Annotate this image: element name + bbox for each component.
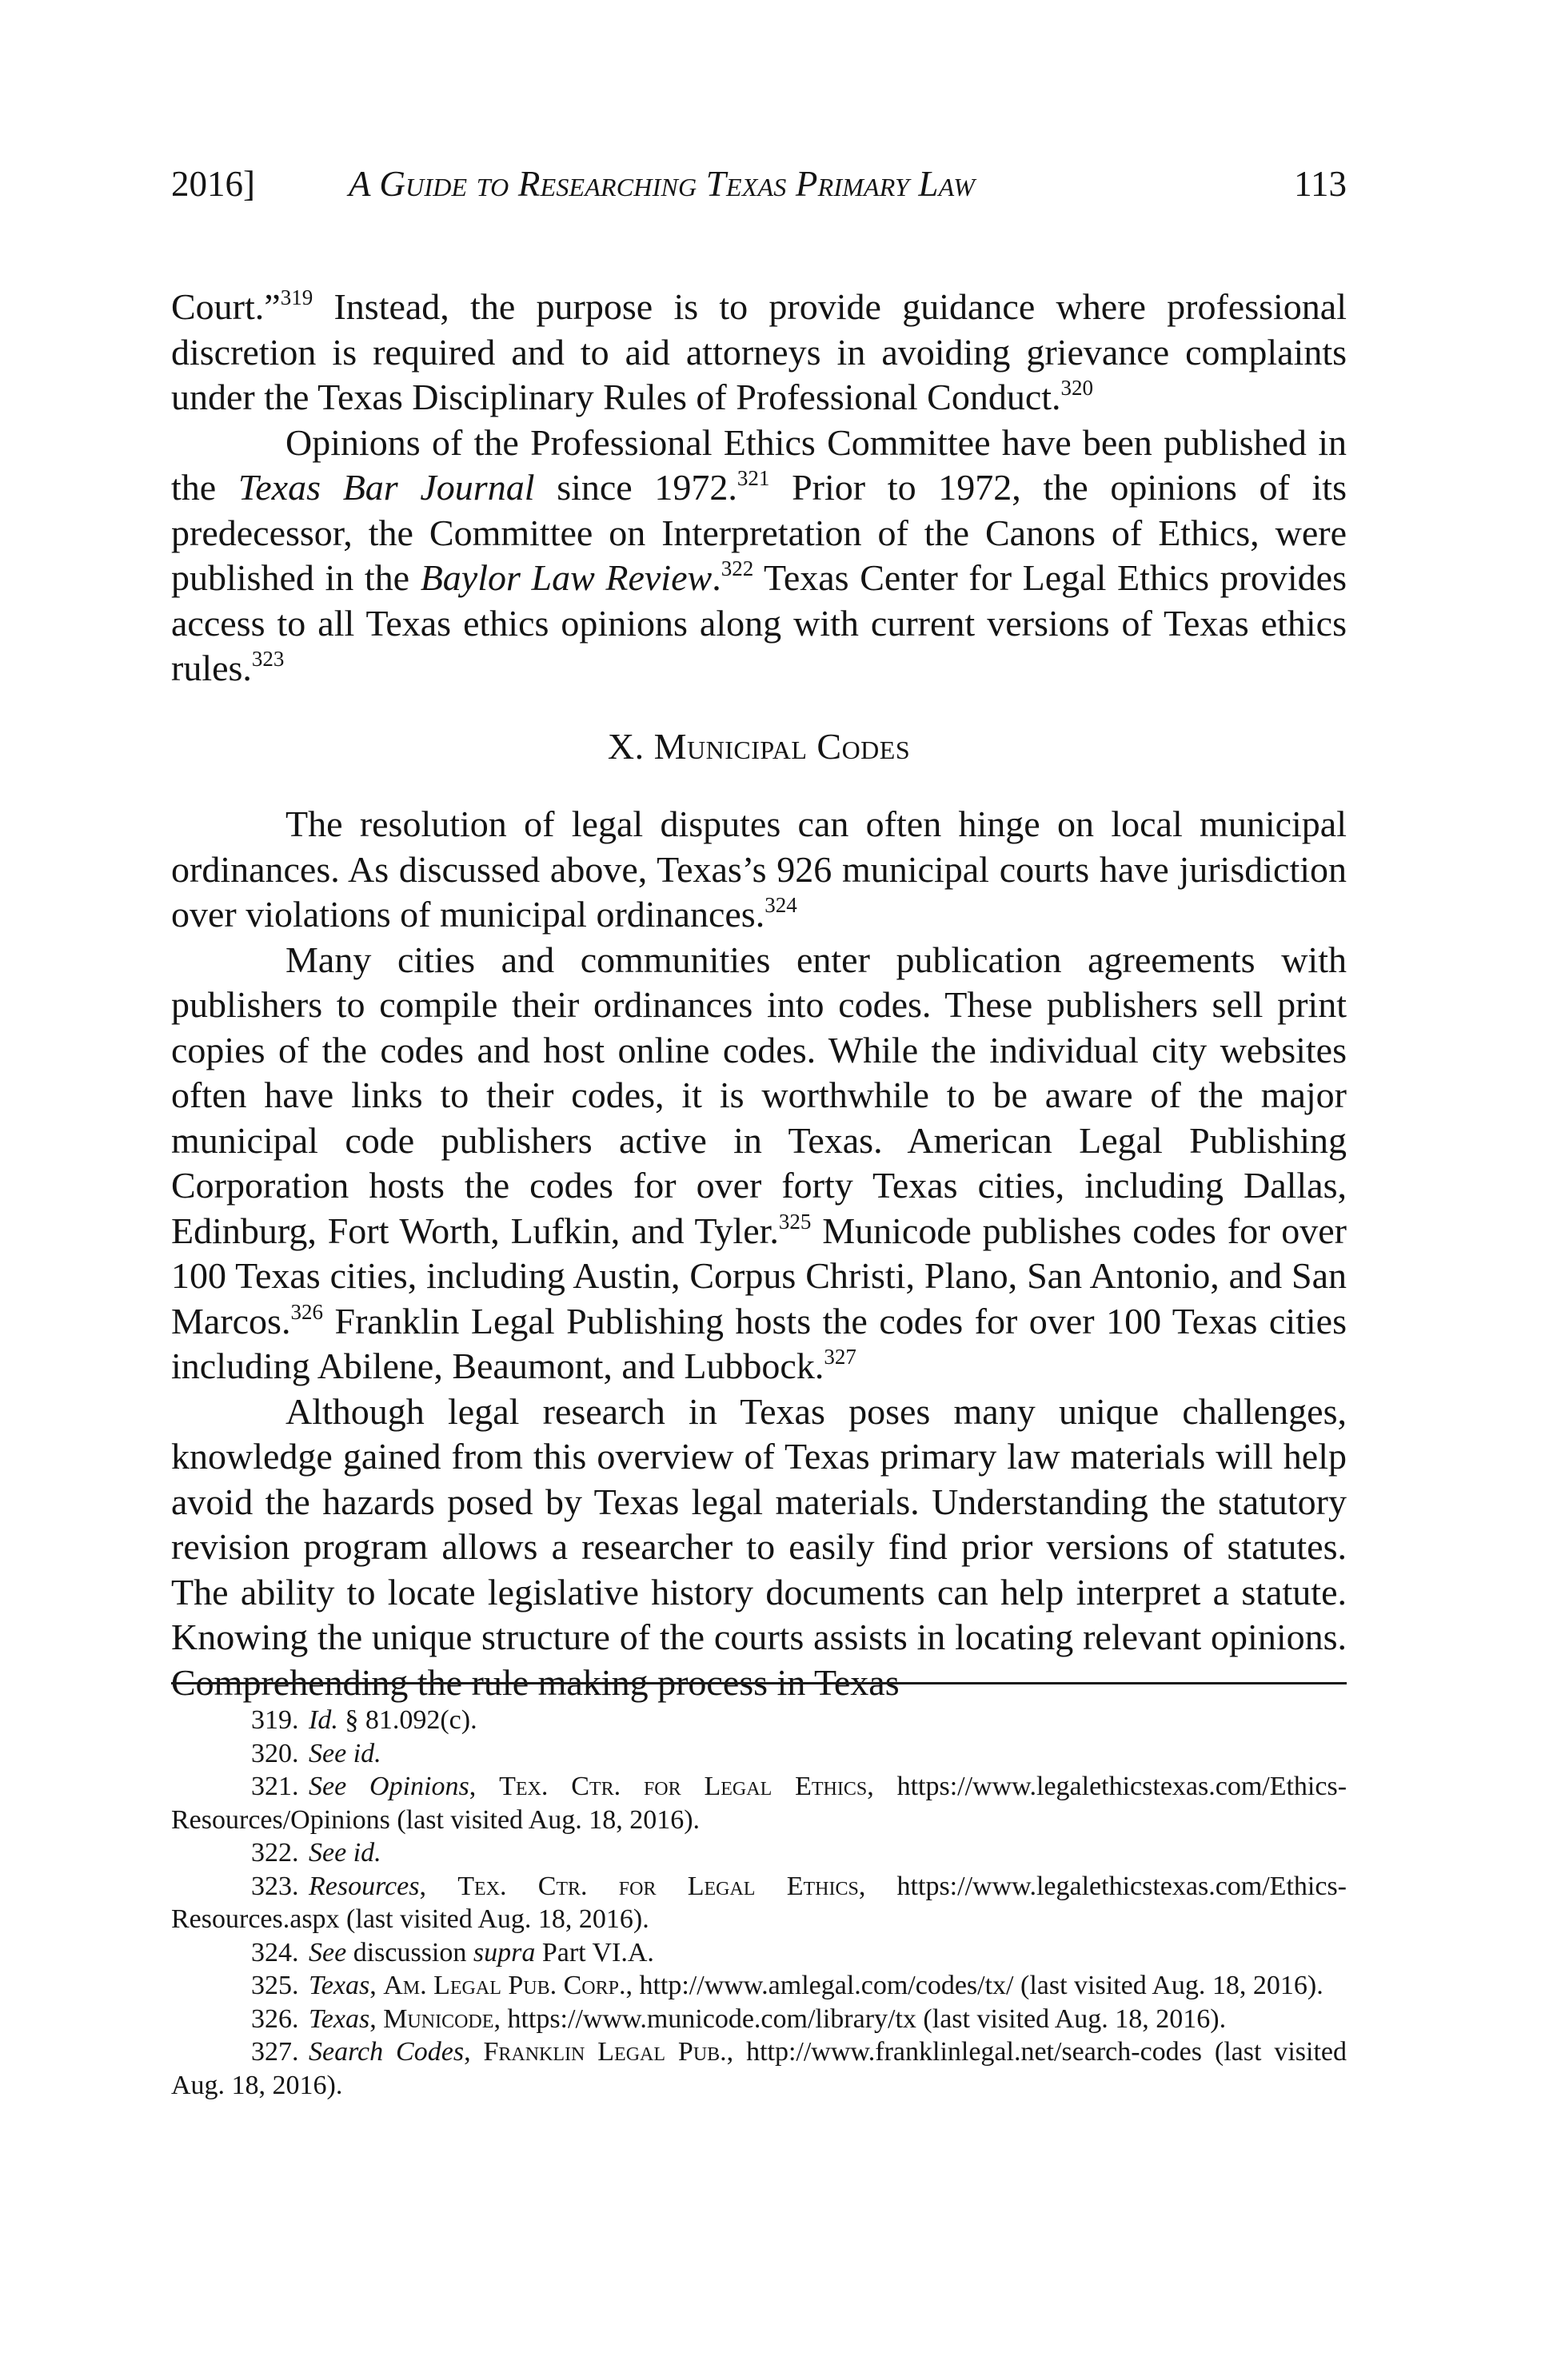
footnote-321: 321. See Opinions, Tex. Ctr. for Legal Ethics, https://www.legalethicstexas.com/Ethics-Resources/Opinions (last visited Aug. 18, 2016). <box>171 1772 1347 1835</box>
footnote-325: 325. Texas, Am. Legal Pub. Corp., http://www.amlegal.com/codes/tx/ (last visited Aug. 18, 2016). <box>251 1971 1323 2000</box>
footnote-320: 320. See id. <box>251 1738 381 1768</box>
footnote-ref-323: 323 <box>251 647 285 671</box>
paragraph-continued: Court.”$^{319}$ Instead, the purpose is to provide guidance where professional discretion is required and to aid attorneys in avoiding grievance complaints under the Texas Disciplinary Rules of Professional Conduct.$^{320}$ <box>171 285 1347 417</box>
footnote-ref-319: 319 <box>280 285 313 309</box>
section-heading: X. Municipal Codes <box>607 725 911 767</box>
paragraph-conclusion: Although legal research in Texas poses many unique challenges, knowledge gained from this overview of Texas primary law materials will help avoid the hazards posed by Texas legal materials. Understanding the statutory revision program allows a researcher to easily find prior versions of statutes. The ability to locate legislative history documents can help interpret a statute. Knowing the unique structure of the courts assists in locating relevant opinions. Comprehending the rule making process in Texas <box>171 1390 1347 1703</box>
footnote-ref-325: 325 <box>778 1209 812 1234</box>
paragraph-municipal-intro: The resolution of legal disputes can often hinge on local municipal ordinances. As discussed above, Texas’s 926 municipal courts have jurisdiction over violations of municipal ordinances.$^{324}$ <box>171 803 1347 935</box>
footnotes <box>171 1704 1347 2102</box>
footnote-319: 319. Id. § 81.092(c). <box>251 1705 477 1735</box>
footnote-ref-326: 326 <box>290 1299 323 1324</box>
review-name: Baylor Law Review <box>420 557 713 598</box>
footnote-url: , https://www.legalethicstexas.com/Ethics-Resources/Opinions (last visited Aug. 18, 2016). <box>171 1772 1347 1835</box>
footnote-url: , https://www.legalethicstexas.com/Ethics-Resources.aspx (last visited Aug. 18, 2016). <box>171 1871 1347 1934</box>
footnote-ref-320: 320 <box>1060 376 1094 400</box>
running-head <box>171 160 1347 208</box>
footnote-323: 323. Resources, Tex. Ctr. for Legal Ethics, https://www.legalethicstexas.com/Ethics-Resources.aspx (last visited Aug. 18, 2016). <box>171 1871 1347 1934</box>
footnote-url: , https://www.municode.com/library/tx (last visited Aug. 18, 2016). <box>493 2003 1227 2034</box>
body-text <box>171 285 1347 1705</box>
page-number: 113 <box>1294 164 1347 204</box>
paragraph-code-publishers: Many cities and communities enter publication agreements with publishers to compile their ordinances into codes. These publishers sell print copies of the codes and host online codes. While the individual city websites often have links to their codes, it is worthwhile to be aware of the major municipal code publishers active in Texas. American Legal Publishing Corporation hosts the codes for over forty Texas cities, including Dallas, Edinburg, Fort Worth, Lufkin, and Tyler.$^{325}$ Municode publishes codes for over 100 Texas cities, including Austin, Corpus Christi, Plano, San Antonio, and San Marcos.$^{326}$ Franklin Legal Publishing hosts the codes for over 100 Texas cities including Abilene, Beaumont, and Lubbock.$^{327}$ <box>171 939 1347 1386</box>
paragraph-ethics-opinions: Opinions of the Professional Ethics Committee have been published in the Texas Bar Journal since 1972.$^{321}$ Prior to 1972, the opinions of its predecessor, the Committee on Interpretation of the Canons of Ethics, were published in the Baylor Law Review.$^{322}$ Texas Center for Legal Ethics provides access to all Texas ethics opinions along with current versions of Texas ethics rules.$^{323}$ <box>171 421 1347 688</box>
journal-name: Texas Bar Journal <box>238 467 535 508</box>
footnote-ref-324: 324 <box>765 893 797 917</box>
footnote-326: 326. Texas, Municode, https://www.municode.com/library/tx (last visited Aug. 18, 2016). <box>251 2003 1227 2034</box>
article-title: A Guide to Researching Texas Primary Law <box>349 164 976 204</box>
footnote-322: 322. See id. <box>251 1838 381 1868</box>
footnote-ref-322: 322 <box>721 556 754 580</box>
volume-year: 2016] <box>171 164 255 204</box>
footnote-ref-321: 321 <box>737 466 770 490</box>
footnote-324: 324. See discussion supra Part VI.A. <box>251 1937 654 1967</box>
footnote-327: 327. Search Codes, Franklin Legal Pub., http://www.franklinlegal.net/search-codes (last visited Aug. 18, 2016). <box>171 2037 1347 2100</box>
footnote-url: , http://www.franklinlegal.net/search-codes (last visited Aug. 18, 2016). <box>171 2037 1347 2100</box>
footnote-ref-327: 327 <box>824 1345 856 1369</box>
footnote-url: , http://www.amlegal.com/codes/tx/ (last visited Aug. 18, 2016). <box>625 1971 1323 2000</box>
footnote-divider <box>171 1682 1347 1684</box>
